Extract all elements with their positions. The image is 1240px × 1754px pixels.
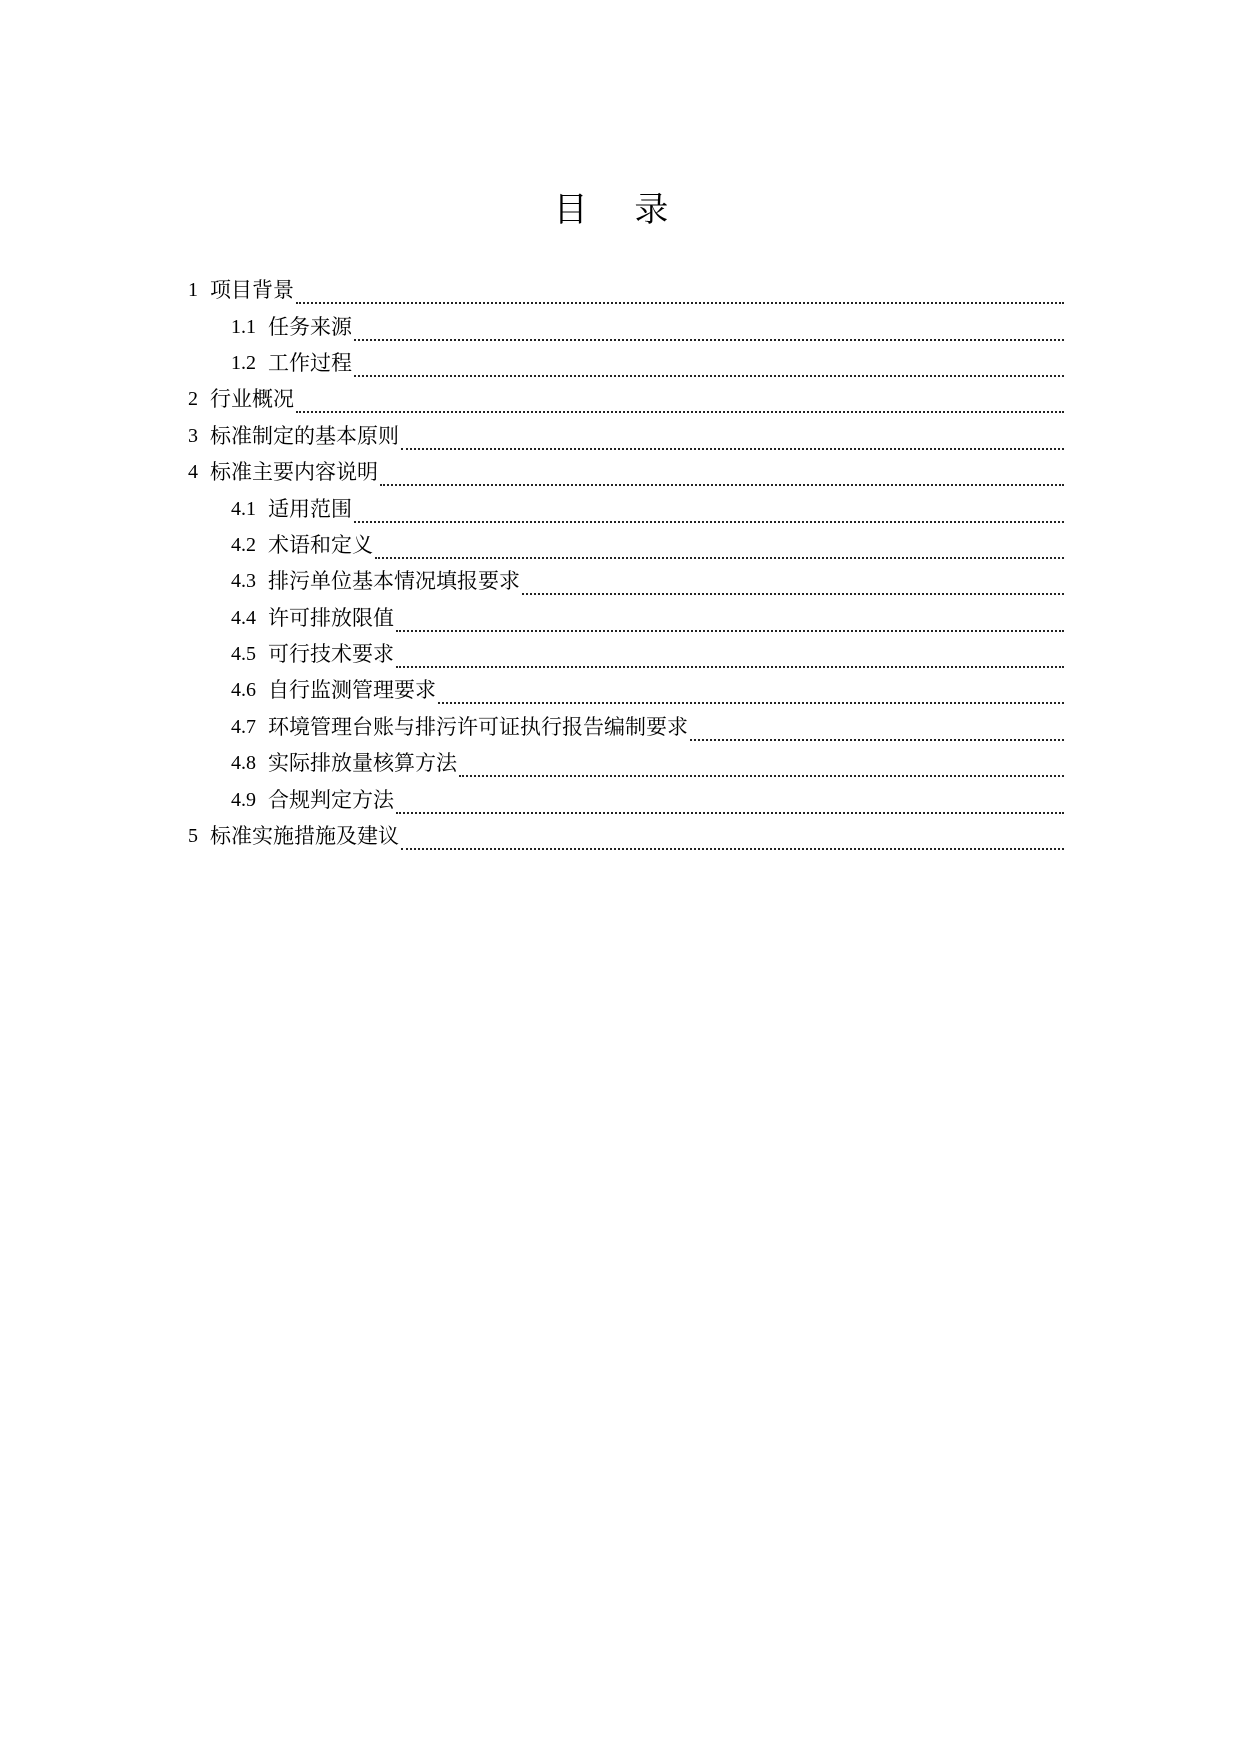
dot-leader [354,355,1064,377]
dot-leader [396,792,1064,814]
toc-entry-4-7[interactable] [188,709,1064,745]
toc-entry-number: 4.2 [231,533,256,556]
toc-entry-number: 4.9 [231,788,256,811]
toc-entry-number: 4.6 [231,679,256,702]
toc-entry-text: 工作过程 [268,350,352,375]
dot-leader [296,282,1064,304]
toc-entry-number: 1.1 [231,315,256,338]
toc-entry-text: 排污单位基本情况填报要求 [268,569,520,594]
toc-entry-number: 4 [188,461,198,484]
toc-entry-text: 标准实施措施及建议 [210,824,399,849]
dot-leader [380,464,1064,486]
toc-entry-number: 4.7 [231,715,256,738]
toc-entry-4-5[interactable] [188,636,1064,672]
toc-entry-text: 术语和定义 [268,532,373,557]
dot-leader [354,501,1064,523]
toc-entry-text: 标准主要内容说明 [210,460,378,485]
dot-leader [401,828,1064,850]
toc-entry-number: 3 [188,424,198,447]
toc-entry-1[interactable] [188,272,1064,308]
toc-entry-4-4[interactable] [188,600,1064,636]
dot-leader [459,755,1064,777]
toc-entry-text: 行业概况 [210,387,294,412]
toc-entry-3[interactable] [188,418,1064,454]
toc-entry-2[interactable] [188,381,1064,417]
toc-entry-text: 实际排放量核算方法 [268,751,457,776]
toc-entry-5[interactable] [188,818,1064,854]
toc-entry-number: 4.8 [231,752,256,775]
toc-entry-number: 4.4 [231,606,256,629]
dot-leader [396,646,1064,668]
dot-leader [690,719,1064,741]
toc-entry-4-3[interactable] [188,563,1064,599]
toc-entry-4-9[interactable] [188,781,1064,817]
toc-entry-number: 2 [188,388,198,411]
toc-entry-number: 1 [188,279,198,302]
toc-entry-text: 可行技术要求 [268,642,394,667]
toc-entry-number: 5 [188,825,198,848]
toc-entry-text: 项目背景 [210,278,294,303]
toc-entry-4-6[interactable] [188,672,1064,708]
toc-entry-text: 适用范围 [268,496,352,521]
toc-entry-text: 标准制定的基本原则 [210,423,399,448]
toc-entry-text: 自行监测管理要求 [268,678,436,703]
toc-entry-text: 环境管理台账与排污许可证执行报告编制要求 [268,714,688,739]
toc-entry-1-1[interactable] [188,308,1064,344]
toc-entry-text: 任务来源 [268,314,352,339]
toc-entry-4-8[interactable] [188,745,1064,781]
dot-leader [401,428,1064,450]
toc-title: 目 录 [553,190,687,230]
dot-leader [522,573,1064,595]
dot-leader [396,610,1064,632]
toc-entry-4[interactable] [188,454,1064,490]
toc-entry-number: 4.5 [231,643,256,666]
dot-leader [375,537,1064,559]
toc-entry-number: 4.1 [231,497,256,520]
dot-leader [438,682,1064,704]
toc-entry-4-1[interactable] [188,490,1064,526]
toc-entry-text: 许可排放限值 [268,605,394,630]
toc-entry-1-2[interactable] [188,345,1064,381]
toc-entry-text: 合规判定方法 [268,787,394,812]
toc-entry-4-2[interactable] [188,527,1064,563]
table-of-contents [188,272,1064,854]
toc-entry-number: 1.2 [231,351,256,374]
dot-leader [296,391,1064,413]
toc-entry-number: 4.3 [231,570,256,593]
dot-leader [354,319,1064,341]
